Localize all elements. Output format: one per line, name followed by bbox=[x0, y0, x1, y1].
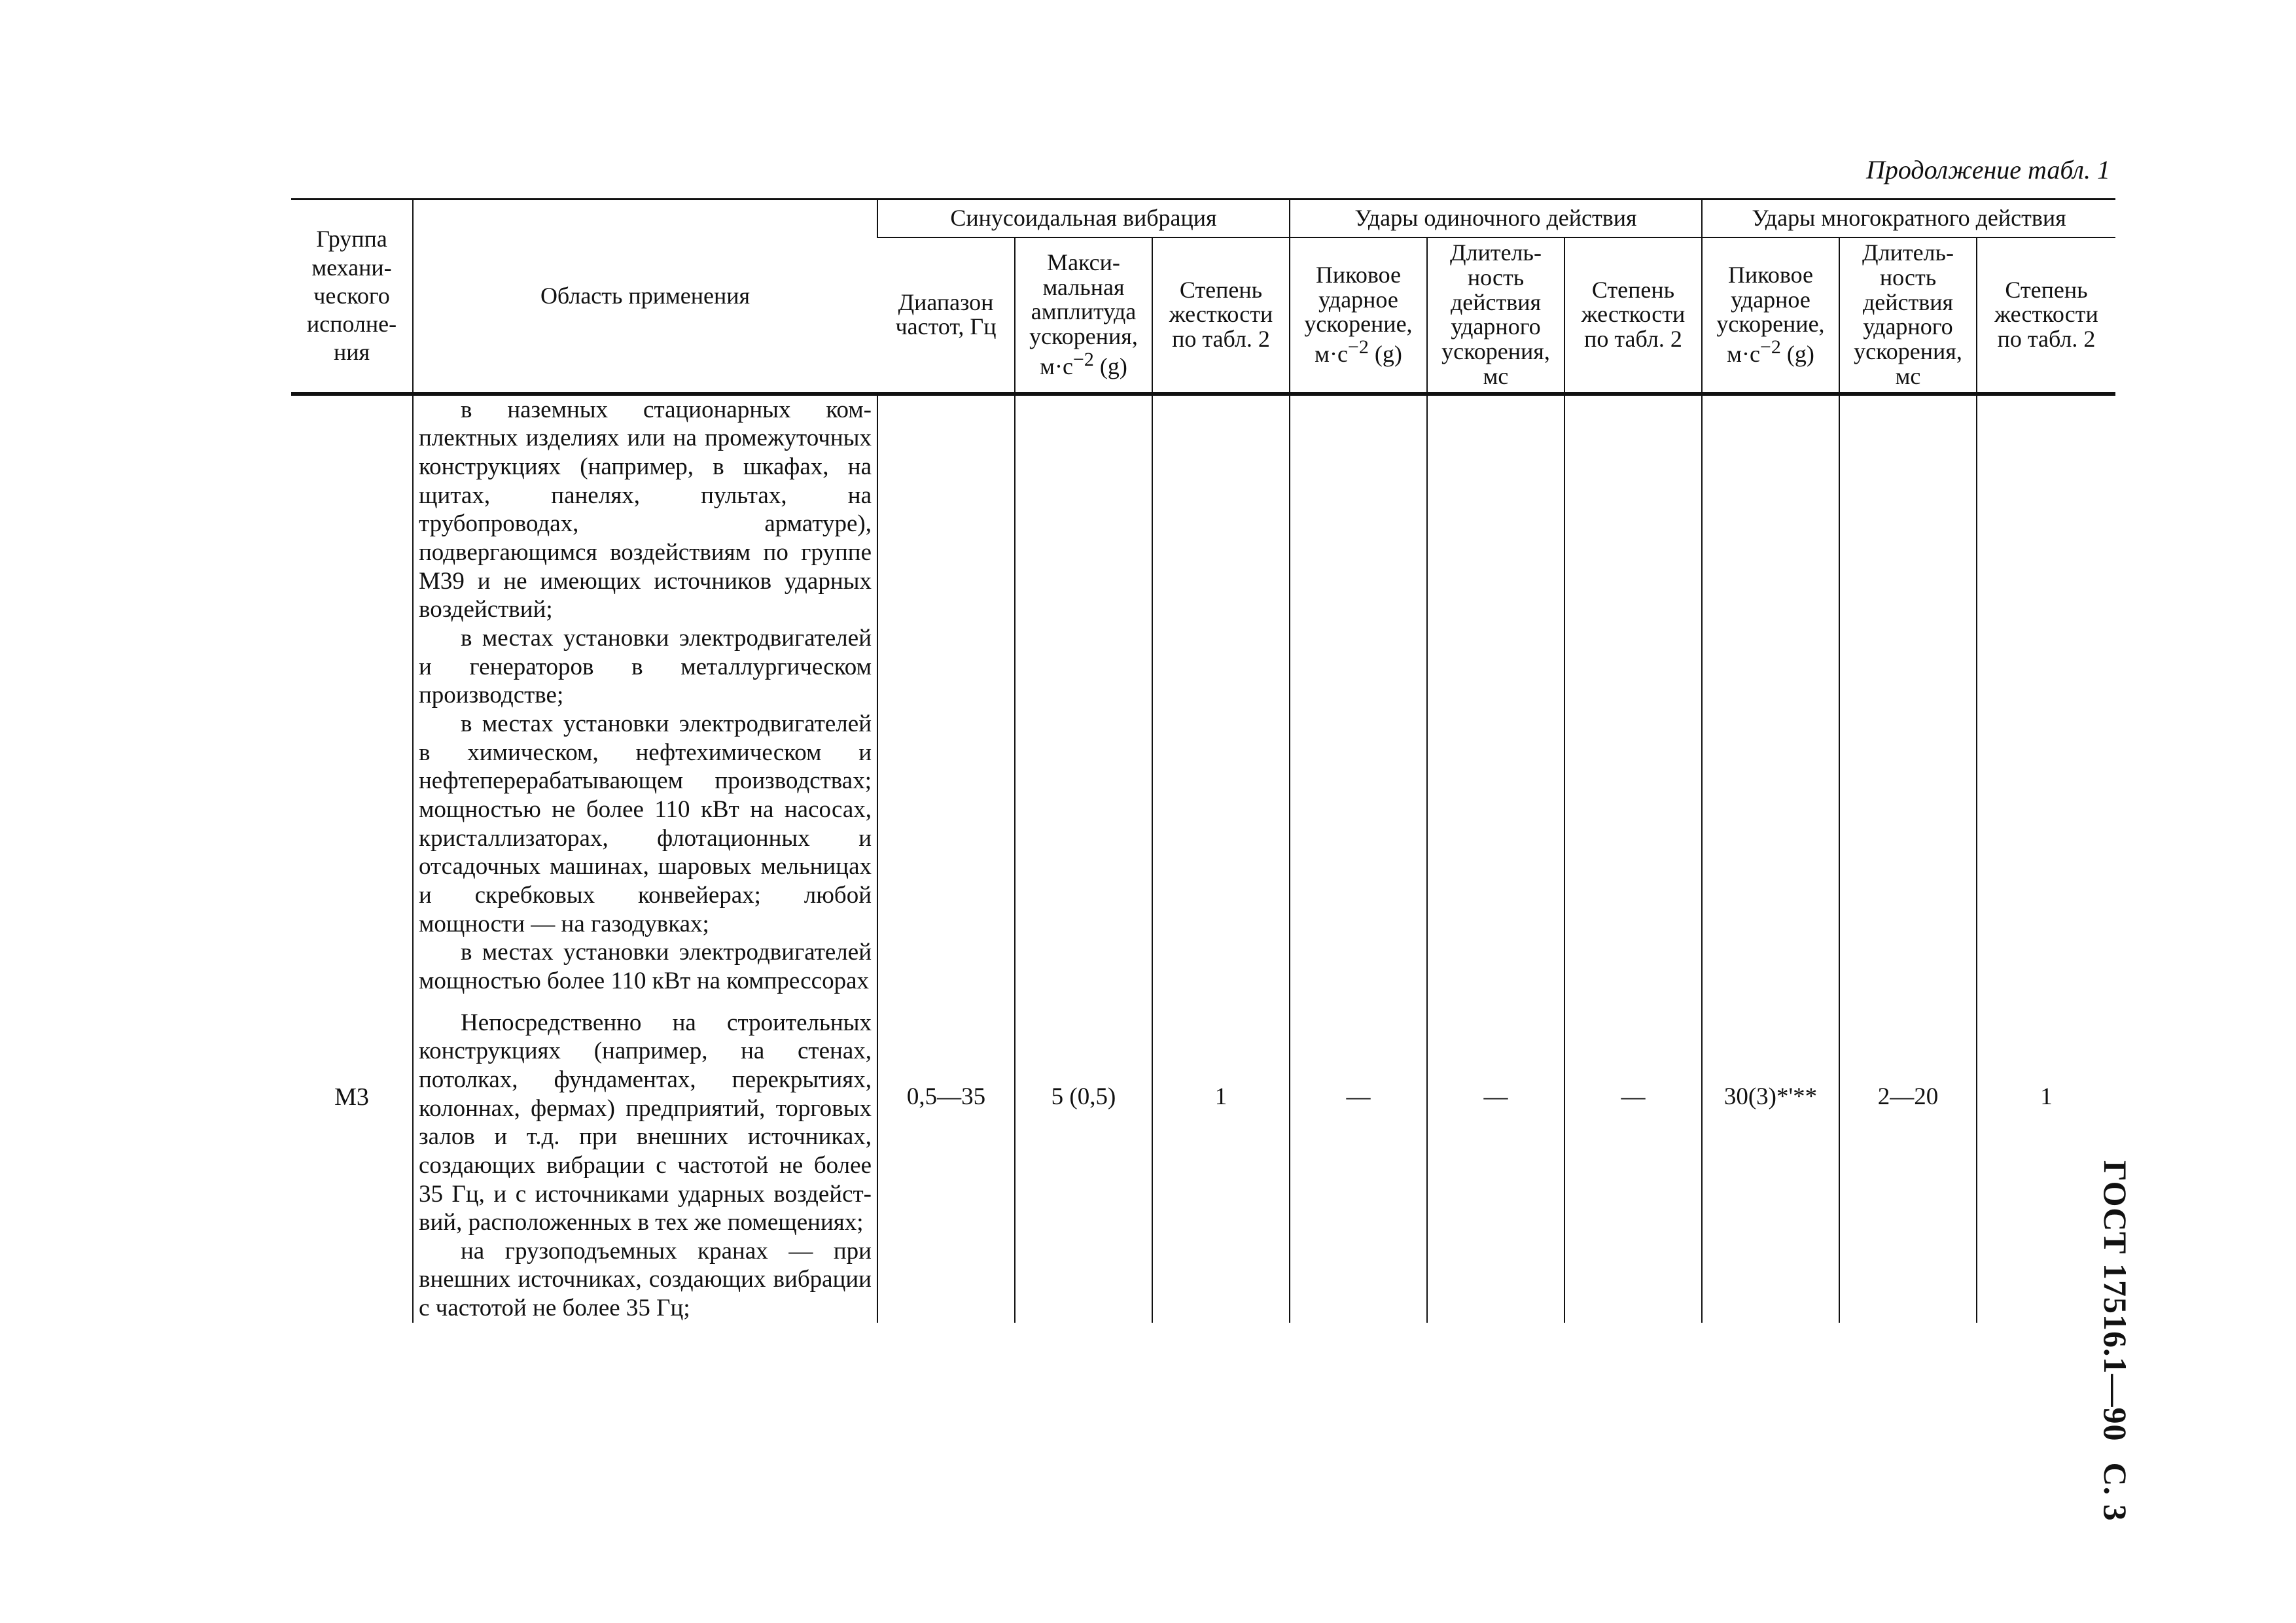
header-sine-vibration: Синусоидальная вибрация bbox=[877, 200, 1290, 238]
area-paragraph: в наземных стационарных комплектных изделиях или на промежуточных конструкциях (например, в шкафах, на щитах, панелях, пультах, на трубопроводах, арматуре), подвергающимся воздействиям по группе М39 и не имеющих источников ударных воздействий; bbox=[419, 396, 872, 623]
max-amplitude-value: 5 (0,5) bbox=[1051, 1083, 1116, 1110]
multi-severity-value: 1 bbox=[2040, 1083, 2053, 1110]
header-multi-duration: Длительность действия ударного ускорения, мс bbox=[1839, 237, 1977, 394]
area-cell bbox=[413, 394, 877, 1323]
area-paragraph: в местах установки электродвигателей мощностью более 110 кВт на компрессорах bbox=[419, 939, 872, 994]
header-multi-shock: Удары многократного действия bbox=[1702, 200, 2115, 238]
group-cell bbox=[291, 394, 413, 1323]
multi-duration-value: 2—20 bbox=[1877, 1083, 1939, 1110]
multi-severity-cell bbox=[1977, 394, 2115, 1323]
group-code: М3 bbox=[334, 1083, 369, 1111]
standard-number: ГОСТ 17516.1—90 bbox=[2097, 1161, 2134, 1442]
unit-exponent: −2 bbox=[1347, 336, 1369, 358]
single-severity-cell bbox=[1564, 394, 1702, 1323]
header-multi-severity: Степень жесткости по табл. 2 bbox=[1977, 237, 2115, 394]
header-max-amplitude bbox=[1015, 237, 1152, 394]
area-paragraph: на грузоподъемных кранах — при внешних источниках, создающих вибрации с частотой не более 35 Гц; bbox=[419, 1237, 872, 1322]
unit-g: (g) bbox=[1093, 353, 1127, 380]
max-amplitude-cell bbox=[1015, 394, 1152, 1323]
header-area-col: Область применения bbox=[413, 200, 877, 394]
sine-severity-value: 1 bbox=[1214, 1083, 1227, 1110]
header-multi-peak-text: Пиковое ударное ускорение, bbox=[1716, 261, 1825, 338]
table-row bbox=[291, 394, 2115, 1323]
area-paragraph: в местах установки электродвигателей в химическом, нефтехимическом и нефтеперерабатывающем производствах; мощностью не более 110 кВт на насосах, кристаллизаторах, флотационных и отсадочных машинах, шаровых мельницах и скребковых конвейерах; любой мощности — на газодувках; bbox=[419, 710, 872, 937]
header-single-duration: Длительность действия ударного ускорения, мс bbox=[1427, 237, 1564, 394]
multi-duration-cell bbox=[1839, 394, 1977, 1323]
unit-text: м·с bbox=[1315, 341, 1348, 368]
multi-peak-value: 30(3)*'** bbox=[1723, 1083, 1818, 1110]
unit-exponent: −2 bbox=[1072, 349, 1094, 371]
vibration-table bbox=[291, 198, 2115, 1323]
header-sine-severity: Степень жесткости по табл. 2 bbox=[1152, 237, 1290, 394]
freq-range-cell bbox=[877, 394, 1015, 1323]
unit-exponent: −2 bbox=[1759, 336, 1781, 358]
header-single-peak bbox=[1290, 237, 1427, 394]
unit-text: м·с bbox=[1040, 353, 1073, 380]
single-duration-cell bbox=[1427, 394, 1564, 1323]
header-single-shock: Удары одиночного действия bbox=[1290, 200, 1702, 238]
sine-severity-cell bbox=[1152, 394, 1290, 1323]
header-group-col: Группа механического исполнения bbox=[291, 200, 413, 394]
header-single-severity: Степень жесткости по табл. 2 bbox=[1564, 237, 1702, 394]
single-peak-cell bbox=[1290, 394, 1427, 1323]
unit-g: (g) bbox=[1780, 341, 1814, 368]
header-multi-peak bbox=[1702, 237, 1839, 394]
single-severity-value: — bbox=[1621, 1083, 1646, 1110]
table-continuation-caption: Продолжение табл. 1 bbox=[1865, 155, 2110, 184]
unit-text: м·с bbox=[1727, 341, 1760, 368]
unit-g: (g) bbox=[1368, 341, 1402, 368]
header-max-amplitude-text: Максимальная амплитуда ускорения, bbox=[1029, 249, 1138, 350]
area-paragraph: Непосредственно на строительных конструкциях (например, на стенах, потолках, фундаментах, перекрытиях, колоннах, фермах) предприятий, торговых залов и т.д. при внешних источниках, создающих вибрации с частотой не более 35 Гц, и с источниками ударных воздействий, расположенных в тех же помещениях; bbox=[419, 1009, 872, 1236]
single-peak-value: — bbox=[1346, 1083, 1371, 1110]
multi-peak-cell bbox=[1702, 394, 1839, 1323]
header-freq-range: Диапазон частот, Гц bbox=[877, 237, 1015, 394]
page-number: С. 3 bbox=[2097, 1462, 2134, 1522]
freq-range-value: 0,5—35 bbox=[906, 1083, 986, 1110]
header-single-peak-text: Пиковое ударное ускорение, bbox=[1304, 261, 1413, 338]
area-paragraph: в местах установки электродвигателей и генераторов в металлургическом производстве; bbox=[419, 625, 872, 709]
single-duration-value: — bbox=[1483, 1083, 1508, 1110]
